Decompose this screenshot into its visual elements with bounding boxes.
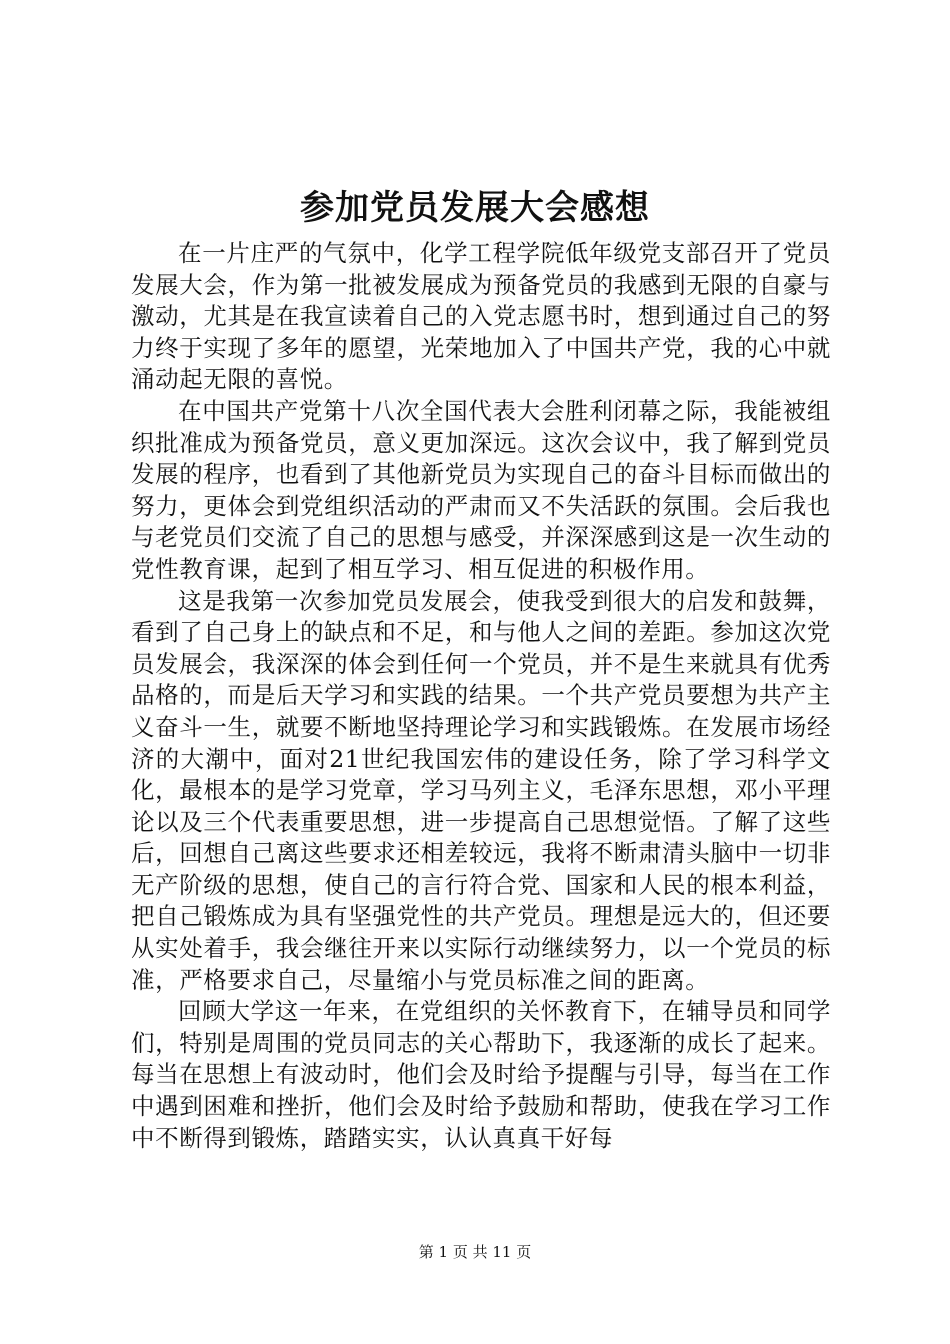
paragraph: 这是我第一次参加党员发展会，使我受到很大的启发和鼓舞，看到了自己身上的缺点和不足，和与他人之间的差距。参加这次党员发展会，我深深的体会到任何一个党员，并不是生来就具有优秀品格的，而是后天学习和实践的结果。一个共产党员要想为共产主义奋斗一生，就要不断地坚持理论学习和实践锻炼。在发展市场经济的大潮中，面对21世纪我国宏伟的建设任务，除了学习科学文化，最根本的是学习党章，学习马列主义，毛泽东思想，邓小平理论以及三个代表重要思想，进一步提高自己思想觉悟。了解了这些后，回想自己离这些要求还相差较远，我将不断肃清头脑中一切非无产阶级的思想，使自己的言行符合党、国家和人民的根本利益，把自己锻炼成为具有坚强党性的共产党员。理想是远大的，但还要从实处着手，我会继往开来以实际行动继续努力，以一个党员的标准，严格要求自己，尽量缩小与党员标准之间的距离。 [131, 586, 831, 994]
document-body [131, 238, 831, 1154]
paragraph: 在中国共产党第十八次全国代表大会胜利闭幕之际，我能被组织批准成为预备党员，意义更加深远。这次会议中，我了解到党员发展的程序，也看到了其他新党员为实现自己的奋斗目标而做出的努力，更体会到党组织活动的严肃而又不失活跃的氛围。会后我也与老党员们交流了自己的思想与感受，并深深感到这是一次生动的党性教育课，起到了相互学习、相互促进的积极作用。 [131, 396, 831, 583]
paragraph: 回顾大学这一年来，在党组织的关怀教育下，在辅导员和同学们，特别是周围的党员同志的关心帮助下，我逐渐的成长了起来。每当在思想上有波动时，他们会及时给予提醒与引导，每当在工作中遇到困难和挫折，他们会及时给予鼓励和帮助，使我在学习工作中不断得到锻炼，踏踏实实，认认真真干好每 [131, 997, 831, 1152]
paragraph: 在一片庄严的气氛中，化学工程学院低年级党支部召开了党员发展大会，作为第一批被发展成为预备党员的我感到无限的自豪与激动，尤其是在我宣读着自己的入党志愿书时，想到通过自己的努力终于实现了多年的愿望，光荣地加入了中国共产党，我的心中就涌动起无限的喜悦。 [131, 239, 831, 394]
page-number-footer: 第 1 页 共 11 页 [418, 1243, 532, 1261]
document-title: 参加党员发展大会感想 [300, 188, 650, 228]
